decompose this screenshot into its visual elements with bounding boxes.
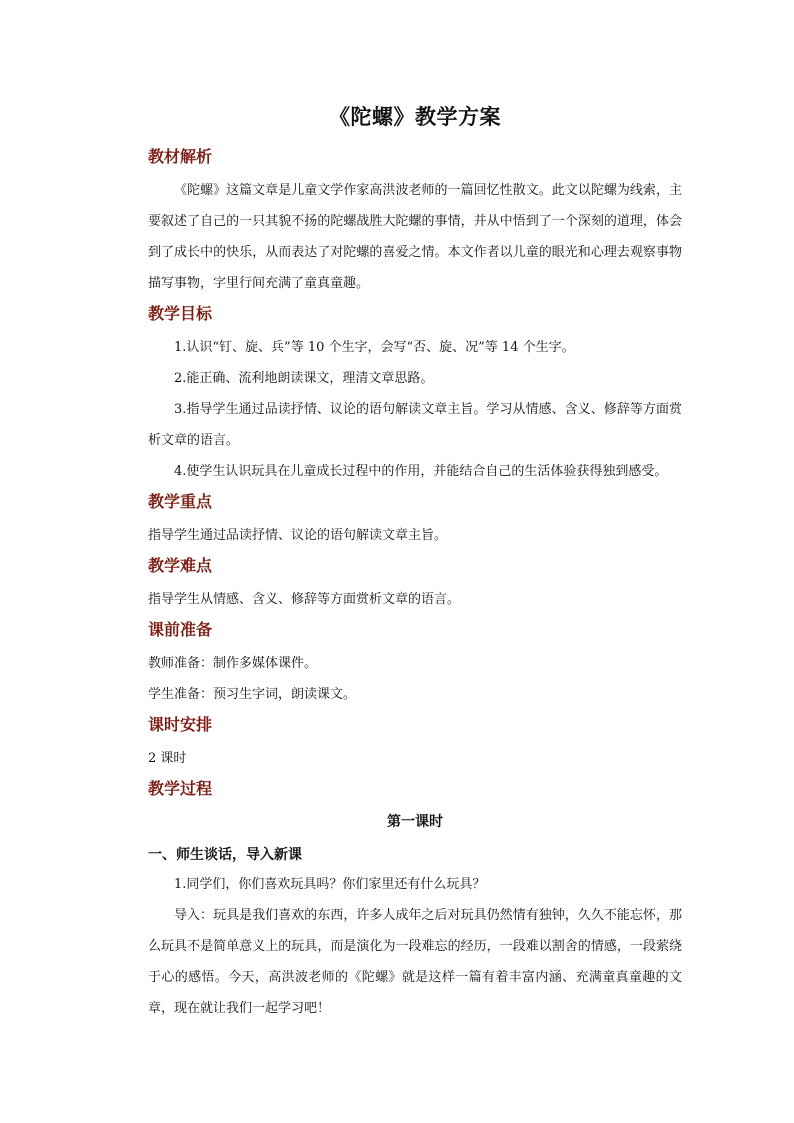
student-preparation: 学生准备：预习生字词，朗读课文。 (148, 687, 357, 702)
document-title: 《陀螺》教学方案 (329, 104, 501, 129)
part1-title: 一、师生谈话，导入新课 (148, 847, 302, 863)
heading-goals: 教学目标 (148, 304, 213, 323)
difficulties-text: 指导学生从情感、含义、修辞等方面赏析文章的语言。 (148, 592, 461, 607)
intro-paragraph: 导入：玩具是我们喜欢的东西，许多人成年之后对玩具仍然情有独钟，久久不能忘怀，那么玩具不是简单意义上的玩具，而是演化为一段难忘的经历，一段难以割舍的情感，一段萦绕于心的感悟。今天，高洪波老师的《陀螺》就是这样一篇有着丰富内涵、充满童真童趣的文章，现在就让我们一起学习吧！ (148, 908, 682, 1016)
teacher-preparation: 教师准备：制作多媒体课件。 (148, 656, 318, 671)
document-body (148, 100, 682, 1024)
intro-question: 1.同学们，你们喜欢玩具吗？你们家里还有什么玩具？ (174, 877, 486, 892)
heading-key-points: 教学重点 (148, 492, 213, 511)
lesson-title: 第一课时 (387, 814, 443, 830)
schedule-text: 2 课时 (148, 751, 187, 766)
key-points-text: 指导学生通过品读抒情、议论的语句解读文章主旨。 (148, 528, 448, 543)
heading-difficulties: 教学难点 (148, 556, 213, 575)
heading-analysis: 教材解析 (148, 147, 213, 166)
goal-item-2: 2.能正确、流利地朗读课文，理清文章思路。 (174, 371, 434, 386)
goal-item-1: 1.认识“钉、旋、兵”等 10 个生字，会写“否、旋、况”等 14 个生字。 (174, 340, 575, 355)
analysis-paragraph: 《陀螺》这篇文章是儿童文学作家高洪波老师的一篇回忆性散文。此文以陀螺为线索，主要叙述了自己的一只其貌不扬的陀螺战胜大陀螺的事情，并从中悟到了一个深刻的道理，体会到了成长中的快乐，从而表达了对陀螺的喜爱之情。本文作者以儿童的眼光和心理去观察事物描写事物，字里行间充满了童真童趣。 (148, 183, 682, 291)
heading-schedule: 课时安排 (148, 715, 213, 734)
heading-process: 教学过程 (148, 779, 213, 798)
goal-item-4: 4.使学生认识玩具在儿童成长过程中的作用，并能结合自己的生活体验获得独到感受。 (174, 464, 668, 479)
heading-preparation: 课前准备 (148, 620, 213, 639)
goal-item-3: 3.指导学生通过品读抒情、议论的语句解读文章主旨。学习从情感、含义、修辞等方面赏析文章的语言。 (148, 402, 682, 448)
